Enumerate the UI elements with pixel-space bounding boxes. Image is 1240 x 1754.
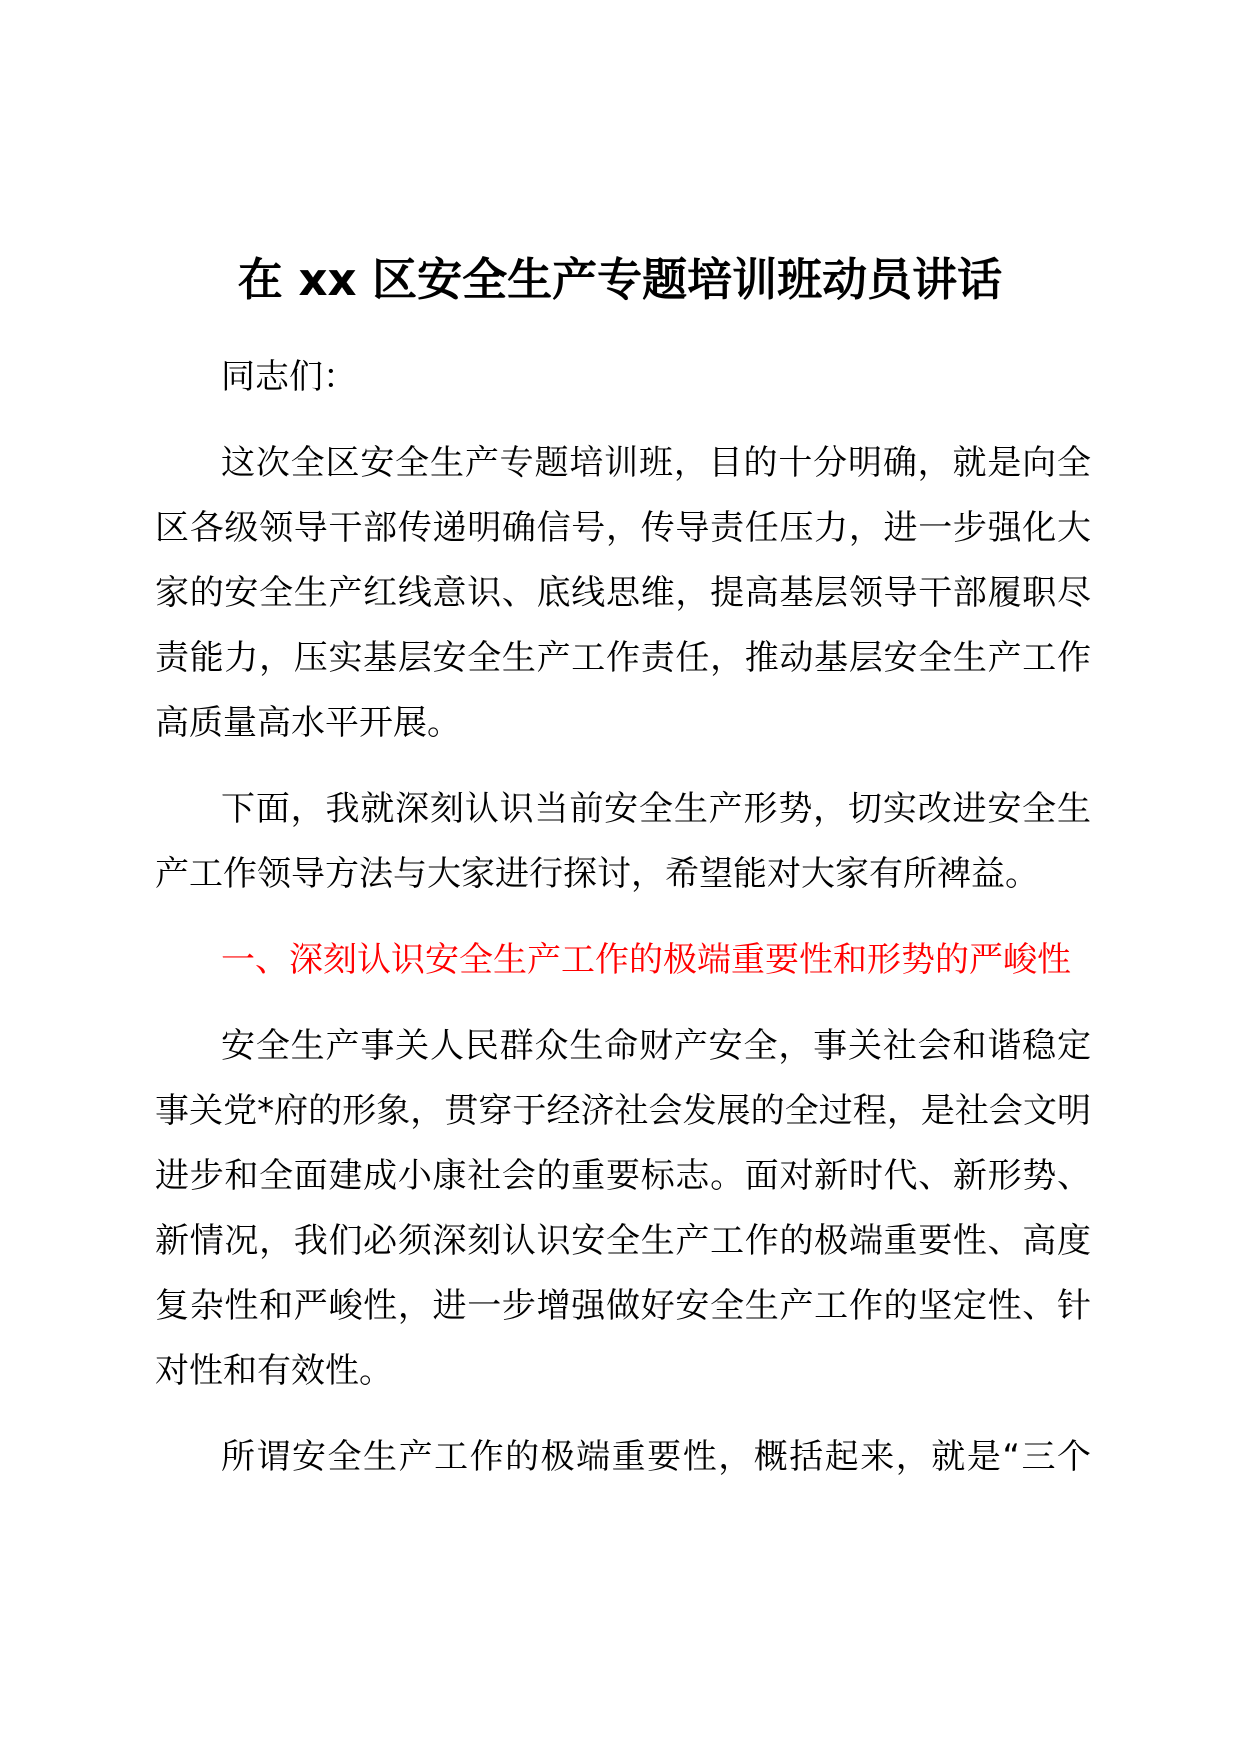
paragraph-line: 产工作领导方法与大家进行探讨，希望能对大家有所裨益。 [155, 854, 1039, 894]
paragraph-line: 事关党*府的形象，贯穿于经济社会发展的全过程，是社会文明 [155, 1091, 1091, 1131]
section-heading-text: 一、深刻认识安全生产工作的极端重要性和形势的严峻性 [221, 940, 1071, 980]
paragraph-importance [155, 1014, 1091, 1404]
paragraph-line: 复杂性和严峻性，进一步增强做好安全生产工作的坚定性、针 [155, 1286, 1091, 1326]
salutation [155, 345, 1091, 410]
paragraph-line: 责能力，压实基层安全生产工作责任，推动基层安全生产工作 [155, 638, 1091, 678]
paragraph-line: 安全生产事关人民群众生命财产安全，事关社会和谐稳定 [221, 1026, 1091, 1066]
section-heading [155, 928, 1091, 993]
salutation-text: 同志们： [221, 357, 357, 397]
document-body [155, 345, 1091, 1511]
paragraph-outline [155, 777, 1091, 907]
paragraph-line: 区各级领导干部传递明确信号，传导责任压力，进一步强化大 [155, 508, 1091, 548]
paragraph-line: 新情况，我们必须深刻认识安全生产工作的极端重要性、高度 [155, 1221, 1091, 1261]
paragraph-line: 下面，我就深刻认识当前安全生产形势，切实改进安全生 [221, 789, 1091, 829]
paragraph-line: 家的安全生产红线意识、底线思维，提高基层领导干部履职尽 [155, 573, 1091, 613]
paragraph-line: 对性和有效性。 [155, 1351, 393, 1391]
paragraph-line: 所谓安全生产工作的极端重要性，概括起来，就是“三个 [221, 1437, 1091, 1477]
paragraph-line: 进步和全面建成小康社会的重要标志。面对新时代、新形势、 [155, 1156, 1091, 1196]
document-title: 在 xx 区安全生产专题培训班动员讲话 [237, 253, 1003, 306]
paragraph-line: 这次全区安全生产专题培训班，目的十分明确，就是向全 [221, 443, 1091, 483]
paragraph-intro [155, 431, 1091, 756]
paragraph-three [155, 1425, 1091, 1490]
paragraph-line: 高质量高水平开展。 [155, 703, 461, 743]
